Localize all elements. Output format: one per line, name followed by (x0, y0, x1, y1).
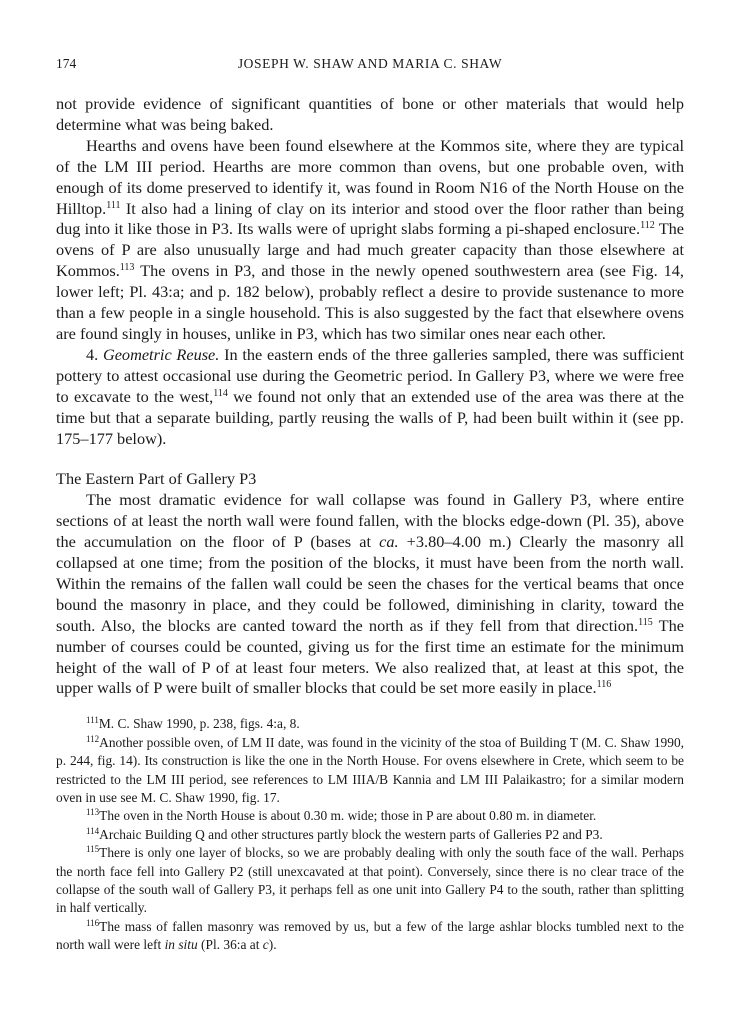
footnote-115 (56, 844, 684, 918)
footnote-ref-116: 116 (596, 679, 612, 691)
paragraph-1: not provide evidence of significant quantities of bone or other materials that would help determine what was being baked. (56, 94, 684, 134)
footnote-ref-115: 115 (638, 616, 653, 628)
footnote-number: 112 (86, 733, 100, 744)
text-span: we found not only that an extended use of the area was there at the time but that a separate building, partly reusing the walls of P, had been built within it (see pp. 175–177 below). (56, 386, 684, 448)
footnote-number: 116 (86, 917, 100, 928)
footnote-number: 115 (86, 844, 100, 855)
footnotes (56, 715, 684, 954)
text-span: The most dramatic evidence for wall collapse was found in Gallery P3, where entire sections of at least the north wall were found fallen, with the blocks edge-down (Pl. 35), above the accumulation on the floor of P (bases at (56, 490, 684, 552)
italic-ca: ca. (379, 532, 399, 552)
footnote-text: M. C. Shaw 1990, p. 238, figs. 4:a, 8. (98, 716, 300, 732)
footnote-text: ). (268, 937, 277, 953)
footnote-ref-114: 114 (213, 387, 228, 399)
footnote-ref-111: 111 (106, 199, 121, 211)
paragraph-2 (56, 136, 684, 345)
footnote-116 (56, 918, 684, 955)
italic-c: c (262, 937, 269, 953)
footnote-ref-113: 113 (119, 262, 135, 274)
footnote-113 (56, 807, 684, 825)
footnote-114 (56, 826, 684, 844)
footnote-111 (56, 715, 684, 733)
section-heading: The Eastern Part of Gallery P3 (56, 469, 257, 489)
footnote-112 (56, 734, 684, 808)
text-span: It also had a lining of clay on its interior and stood over the floor rather than being dug into it like those in P3. Its walls were of upright slabs forming a pi-shaped enclosure. (56, 198, 684, 239)
footnote-number: 113 (86, 807, 100, 818)
footnote-text: There is only one layer of blocks, so we are probably dealing with only the south face of the wall. Perhaps the north face fell into Gallery P2 (still unexcavated at that point). Conversely, since there is no clear trace of the collapse of the south wall of Gallery P3, it perhaps fell as one unit into Gallery P4 to the south, rather than splitting in half vertically. (56, 845, 684, 916)
text-span: In the eastern ends of the three galleries sampled, there was sufficient pottery to attest occasional use during the Geometric period. In Gallery P3, where we were free to excavate to the west, (56, 344, 685, 406)
footnote-ref-112: 112 (640, 220, 655, 232)
running-head: JOSEPH W. SHAW AND MARIA C. SHAW (237, 56, 503, 71)
running-header (56, 56, 684, 82)
text-span: The ovens in P3, and those in the newly opened southwestern area (see Fig. 14, lower left; Pl. 43:a; and p. 182 below), probably reflect a desire to provide sustenance to more than a few people in a single household. This is also suggested by the fact that elsewhere ovens are found singly in houses, unlike in P3, which has two similar ones near each other. (56, 261, 684, 343)
italic-in-situ: in situ (164, 937, 198, 953)
paragraph-3 (56, 345, 684, 450)
page-number: 174 (56, 56, 77, 71)
footnote-text: Archaic Building Q and other structures partly block the western parts of Galleries P2 and P3. (99, 826, 603, 842)
paragraph-4 (56, 490, 684, 699)
footnote-text: Another possible oven, of LM II date, was found in the vicinity of the stoa of Building T (M. C. Shaw 1990, p. 244, fig. 14). Its construction is like the one in the North House. For ovens elsewhere in Crete, which seem to be restricted to the LM III period, see references to LM IIIA/B Kannia and LM III Palaikastro; for a similar modern oven in use see M. C. Shaw 1990, fig. 17. (56, 734, 684, 805)
section-number: 4. (86, 344, 103, 364)
footnote-text: (Pl. 36:a at (197, 937, 263, 953)
footnote-number: 111 (86, 715, 99, 726)
footnote-number: 114 (86, 825, 100, 836)
text-span: The number of courses could be counted, giving us for the first time an estimate for the minimum height of the wall of P of at least four meters. We also realized that, at least at this spot, the upper walls of P were built of smaller blocks that could be set more easily in place. (56, 615, 684, 698)
section-title: Geometric Reuse. (102, 344, 220, 364)
text-span: +3.80–4.00 m.) Clearly the masonry all collapsed at one time; from the position of the blocks, it must have been from the north wall. Within the remains of the fallen wall could be seen the chases for the vertical beams that once bound the masonry in place, and they could be followed, diminishing in clarity, toward the south. Also, the blocks are canted toward the north as if they fell from that direction. (56, 532, 684, 635)
text-span: Hearths and ovens have been found elsewhere at the Kommos site, where they are typical of the LM III period. Hearths are more common than ovens, but one probable oven, with enough of its dome preserved to identify it, was found in Room N16 of the North House on the Hilltop. (56, 135, 684, 218)
main-text (56, 94, 684, 699)
page (56, 56, 684, 955)
footnote-text: The oven in the North House is about 0.30 m. wide; those in P are about 0.80 m. in diameter. (99, 808, 597, 824)
footnote-text: The mass of fallen masonry was removed by us, but a few of the large ashlar blocks tumbled next to the north wall were left (56, 918, 684, 953)
text-span: The ovens of P are also unusually large and had much greater capacity than those elsewhere at Kommos. (56, 219, 685, 281)
